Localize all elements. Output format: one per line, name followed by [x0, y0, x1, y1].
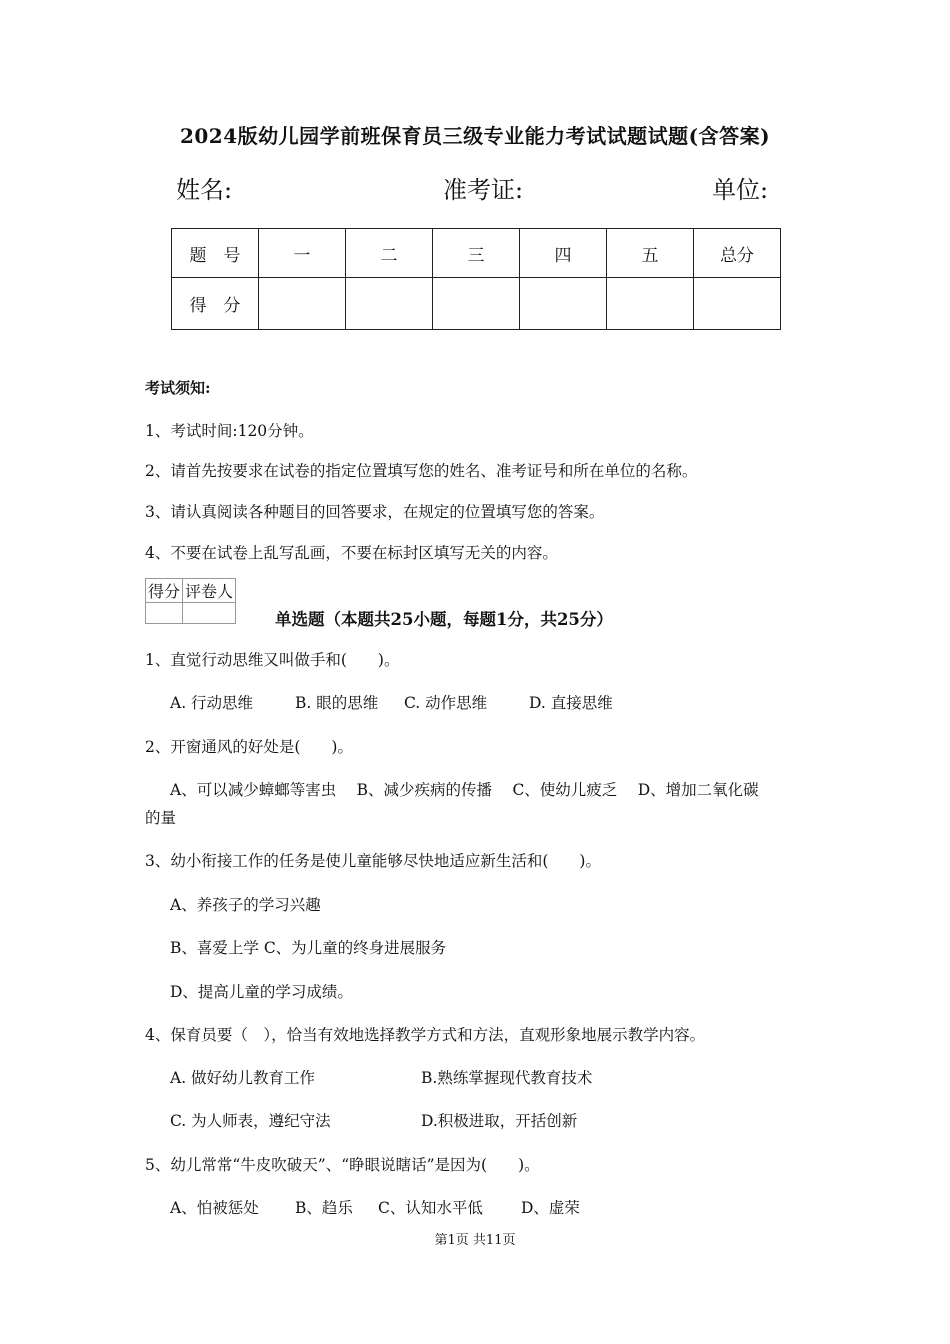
option-5b: B、趋乐 [295, 1199, 353, 1217]
option-3d: D、提高儿童的学习成绩。 [170, 983, 353, 1001]
question-3: 3、幼小衔接工作的任务是使儿童能够尽快地适应新生活和( )。 [145, 852, 601, 870]
grader-box [145, 578, 236, 624]
grader-score-label: 得分 [146, 579, 183, 603]
option-4a: A. 做好幼儿教育工作 [170, 1069, 316, 1087]
note-item: 2、请首先按要求在试卷的指定位置填写您的姓名、准考证号和所在单位的名称。 [145, 462, 698, 480]
name-field-label: 姓名: [176, 176, 233, 204]
notes-heading: 考试须知: [145, 379, 211, 397]
options-2: A、可以减少蟑螂等害虫 B、减少疾病的传播 C、使幼儿疲乏 D、增加二氧化碳 [170, 781, 759, 799]
grader-name-label: 评卷人 [183, 579, 236, 603]
score-cell[interactable] [259, 278, 346, 330]
options-2-wrap: 的量 [145, 809, 177, 827]
question-5: 5、幼儿常常“牛皮吹破天”、“睁眼说瞎话”是因为( )。 [145, 1156, 540, 1174]
note-item: 1、考试时间:120分钟。 [145, 422, 314, 440]
score-table-header-cell: 总分 [694, 229, 781, 278]
option-3a: A、养孩子的学习兴趣 [170, 896, 321, 914]
option-5d: D、虚荣 [521, 1199, 580, 1217]
score-cell[interactable] [346, 278, 433, 330]
score-table-header-row [172, 229, 781, 278]
grader-score-cell[interactable] [146, 603, 183, 624]
unit-field-label: 单位: [712, 176, 769, 204]
option-5a: A、怕被惩处 [170, 1199, 259, 1217]
option-4c: C. 为人师表，遵纪守法 [170, 1112, 331, 1130]
document-title: 2024版幼儿园学前班保育员三级专业能力考试试题试题(含答案) [179, 124, 771, 148]
question-1: 1、直觉行动思维又叫做手和( )。 [145, 651, 400, 669]
score-table-score-row [172, 278, 781, 330]
option-1b: B. 眼的思维 [295, 694, 379, 712]
score-table-header-cell: 三 [433, 229, 520, 278]
question-2: 2、开窗通风的好处是( )。 [145, 738, 353, 756]
score-cell[interactable] [520, 278, 607, 330]
option-1d: D. 直接思维 [529, 694, 613, 712]
option-1c: C. 动作思维 [404, 694, 488, 712]
score-table [171, 228, 781, 330]
section-title: 单选题（本题共25小题，每题1分，共25分） [275, 610, 613, 629]
score-cell[interactable] [607, 278, 694, 330]
option-4d: D.积极进取，开括创新 [421, 1112, 578, 1130]
score-row-label: 得 分 [172, 278, 259, 330]
score-cell[interactable] [694, 278, 781, 330]
score-table-header-cell: 一 [259, 229, 346, 278]
score-table-header-cell: 四 [520, 229, 607, 278]
option-3bc: B、喜爱上学 C、为儿童的终身进展服务 [170, 939, 447, 957]
option-1a: A. 行动思维 [170, 694, 254, 712]
score-table-header-cell: 二 [346, 229, 433, 278]
score-table-header-cell: 五 [607, 229, 694, 278]
grader-name-cell[interactable] [183, 603, 236, 624]
option-4b: B.熟练掌握现代教育技术 [421, 1069, 593, 1087]
score-table-header-cell: 题 号 [172, 229, 259, 278]
note-item: 4、不要在试卷上乱写乱画，不要在标封区填写无关的内容。 [145, 544, 558, 562]
option-5c: C、认知水平低 [378, 1199, 483, 1217]
page-footer: 第1页 共11页 [434, 1233, 516, 1248]
exam-id-field-label: 准考证: [443, 176, 524, 204]
note-item: 3、请认真阅读各种题目的回答要求，在规定的位置填写您的答案。 [145, 503, 605, 521]
question-4: 4、保育员要（ ），恰当有效地选择教学方式和方法，直观形象地展示教学内容。 [145, 1026, 706, 1044]
score-cell[interactable] [433, 278, 520, 330]
